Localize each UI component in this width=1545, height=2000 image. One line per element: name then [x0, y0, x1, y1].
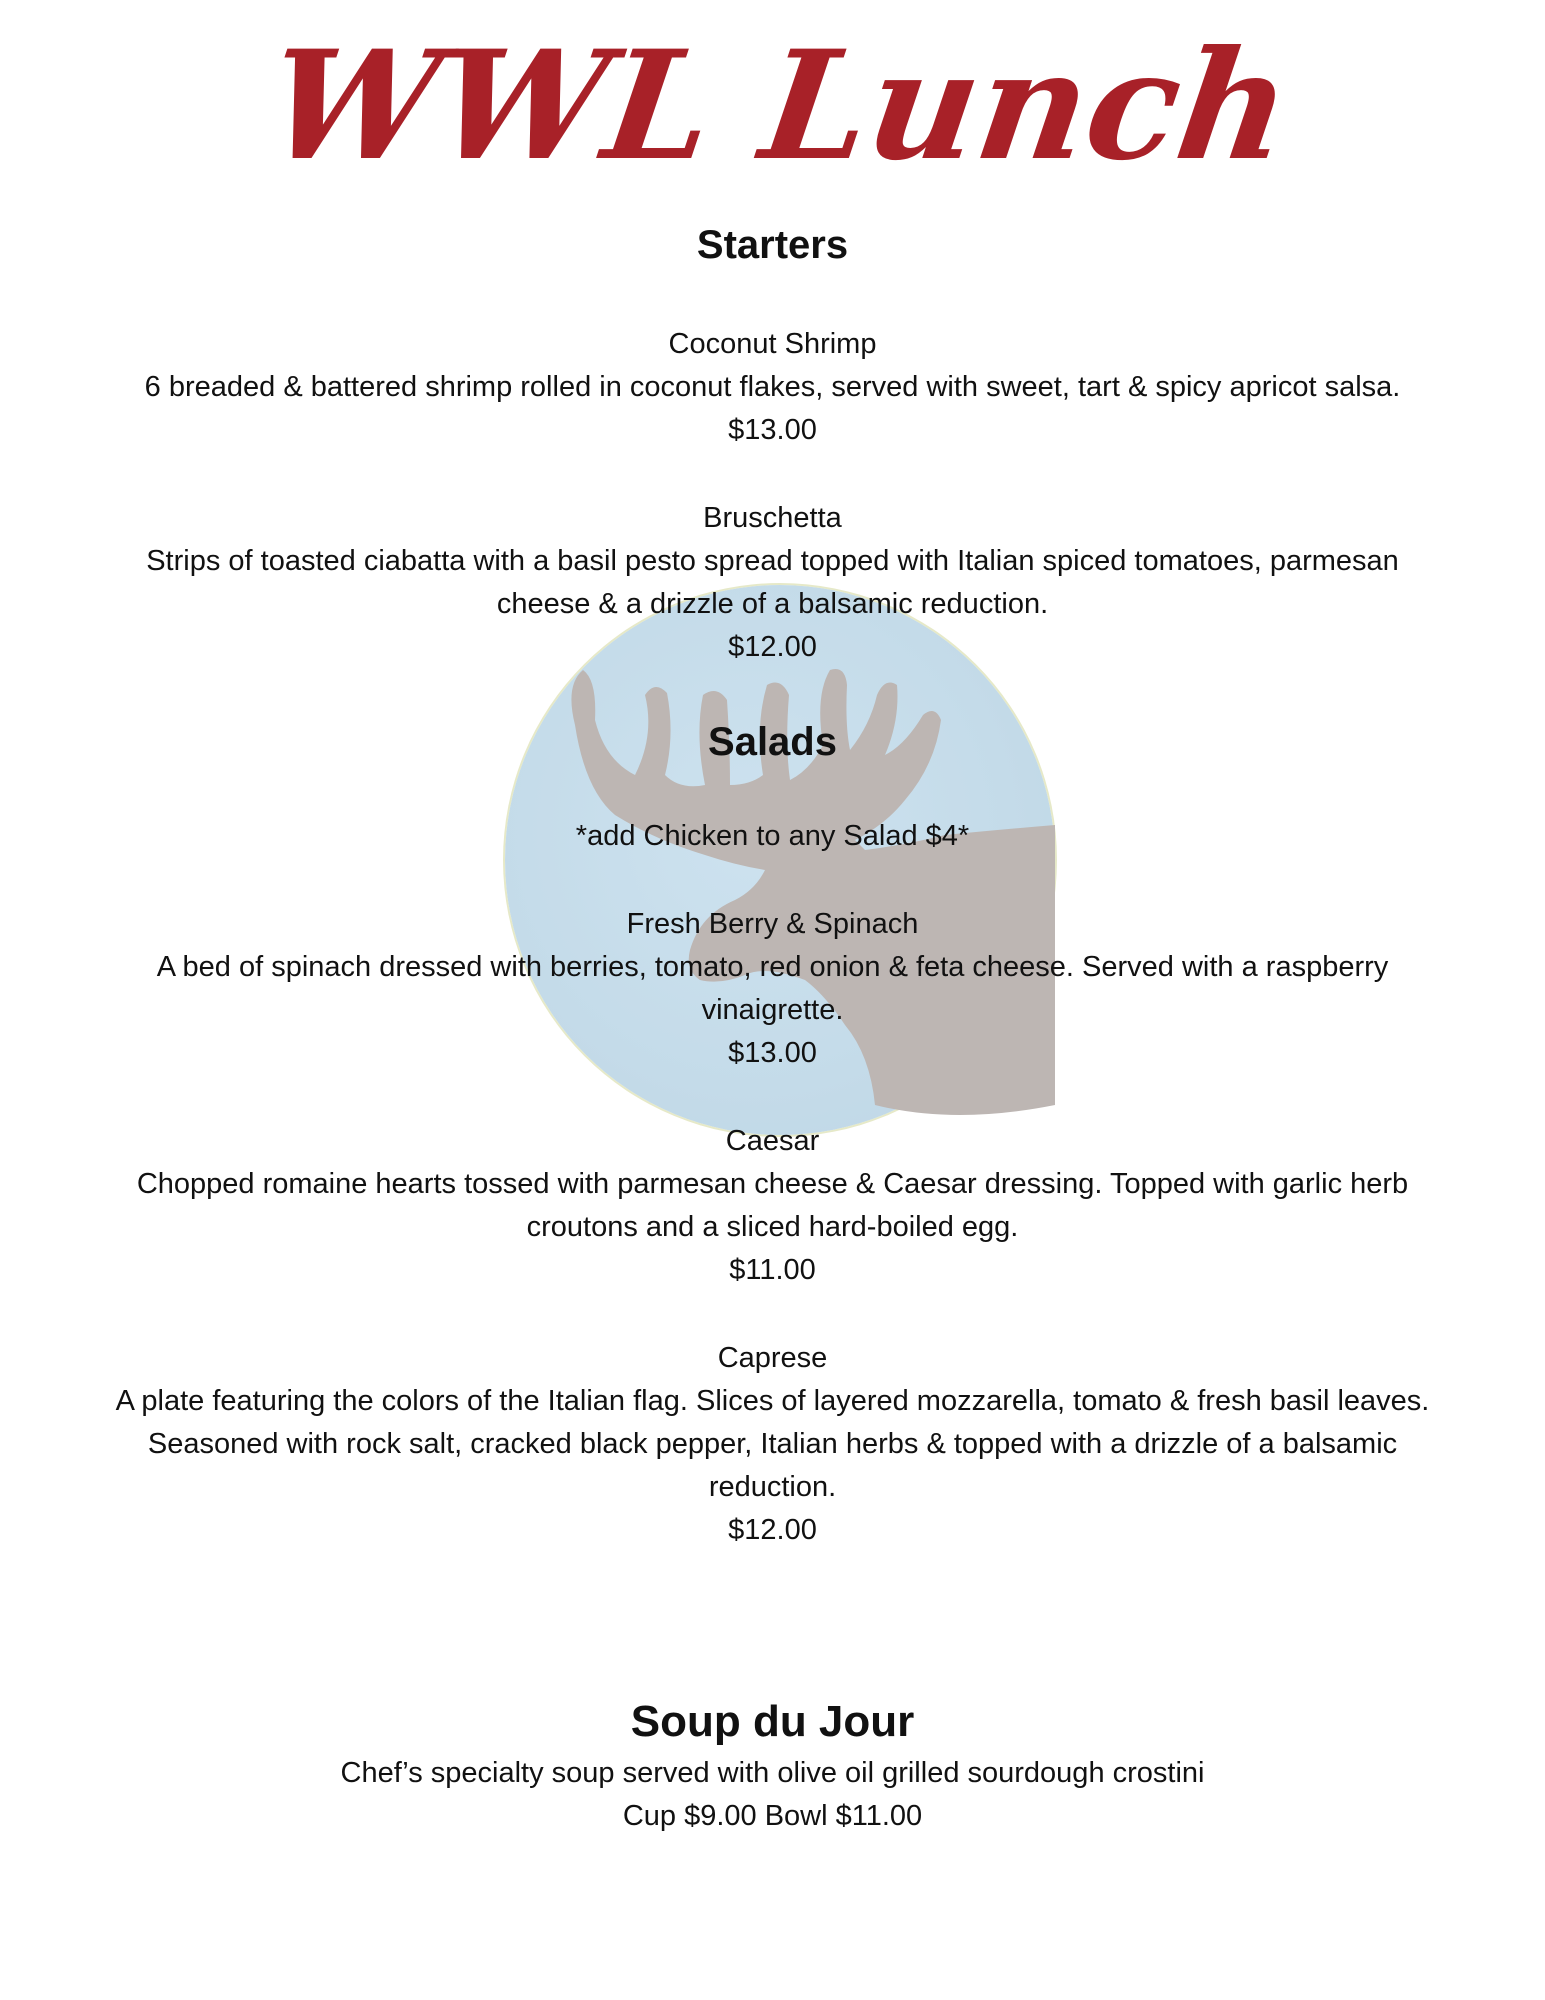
salads-chicken-note: *add Chicken to any Salad $4* — [575, 820, 970, 852]
soup-description: Chef’s specialty soup served with olive oil grilled sourdough crostini — [340, 1757, 1205, 1789]
fresh-berry-spinach-name: Fresh Berry & Spinach — [626, 908, 919, 940]
caprese-name: Caprese — [717, 1342, 828, 1374]
fresh-berry-spinach-price: $13.00 — [728, 1037, 817, 1069]
caesar-description-line-1: Chopped romaine hearts tossed with parmesan cheese & Caesar dressing. Topped with garlic herb — [136, 1168, 1409, 1200]
bruschetta-description-line-1: Strips of toasted ciabatta with a basil pesto spread topped with Italian spiced tomatoes, parmesan — [146, 545, 1399, 577]
caesar-price: $11.00 — [729, 1254, 816, 1286]
coconut-shrimp-price: $13.00 — [728, 414, 817, 446]
coconut-shrimp-name: Coconut Shrimp — [668, 328, 877, 360]
soup-heading: Soup du Jour — [630, 1697, 915, 1746]
fresh-berry-spinach-description-line-2: vinaigrette. — [701, 994, 844, 1026]
fresh-berry-spinach-description-line-1: A bed of spinach dressed with berries, tomato, red onion & feta cheese. Served with a raspberry — [156, 951, 1389, 983]
starters-heading: Starters — [696, 223, 849, 267]
caprese-description-line-1: A plate featuring the colors of the Italian flag. Slices of layered mozzarella, tomato & fresh basil leaves. — [115, 1385, 1430, 1417]
salads-heading: Salads — [708, 720, 837, 764]
bruschetta-name: Bruschetta — [703, 502, 842, 534]
caprese-description-line-3: reduction. — [708, 1471, 837, 1503]
caesar-name: Caesar — [725, 1125, 820, 1157]
caprese-price: $12.00 — [728, 1514, 817, 1546]
caprese-description-line-2: Seasoned with rock salt, cracked black pepper, Italian herbs & topped with a drizzle of a balsamic — [147, 1428, 1398, 1460]
bruschetta-price: $12.00 — [728, 631, 817, 663]
coconut-shrimp-description: 6 breaded & battered shrimp rolled in coconut flakes, served with sweet, tart & spicy apricot salsa. — [144, 371, 1401, 403]
bruschetta-description-line-2: cheese & a drizzle of a balsamic reduction. — [496, 588, 1049, 620]
menu-title-lettering — [257, 8, 1301, 194]
svg-text:WWL Lunch: WWL Lunch — [257, 16, 1301, 194]
caesar-description-line-2: croutons and a sliced hard-boiled egg. — [526, 1211, 1019, 1243]
soup-prices: Cup $9.00 Bowl $11.00 — [622, 1800, 923, 1832]
menu-title — [0, 8, 1545, 194]
